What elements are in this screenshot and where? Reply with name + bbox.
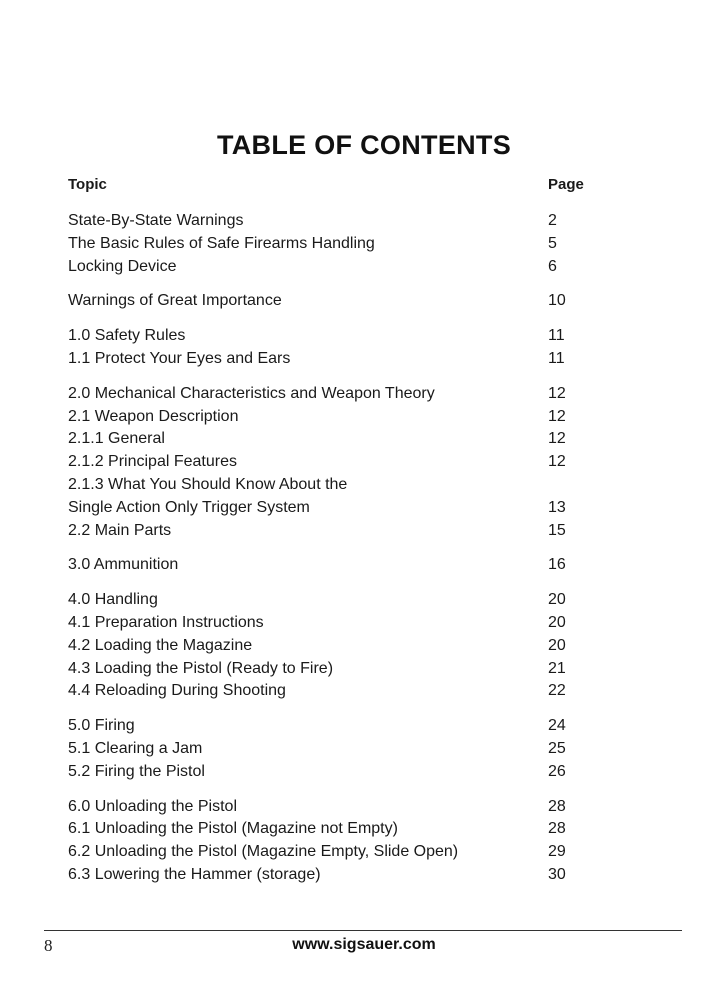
toc-entry [68, 554, 608, 577]
toc-entry-page: 24 [548, 717, 566, 735]
toc-entry-page: 16 [548, 556, 566, 574]
toc-entry-page: 2 [548, 212, 557, 229]
toc-entry [68, 210, 608, 233]
toc-entry-page: 21 [548, 659, 566, 677]
toc-entry-label: 4.1 Preparation Instructions [68, 613, 264, 631]
toc-entry [68, 520, 608, 543]
toc-entry-page: 12 [548, 453, 566, 471]
toc-entry-label: 4.3 Loading the Pistol (Ready to Fire) [68, 659, 334, 677]
toc-entry-page: 20 [548, 613, 566, 631]
toc-entry [68, 796, 608, 819]
toc-header [68, 176, 608, 198]
toc-entry [68, 451, 608, 474]
toc-entry [68, 474, 608, 497]
toc-group [68, 383, 608, 543]
toc-entry-page: 12 [548, 430, 566, 448]
toc-entry-label: 6.3 Lowering the Hammer (storage) [68, 865, 321, 883]
toc-entry-page: 22 [548, 682, 566, 700]
toc-entries [68, 210, 608, 887]
toc-entry-page: 12 [548, 407, 566, 425]
page-title: TABLE OF CONTENTS [216, 130, 512, 160]
toc-entry [68, 761, 608, 784]
toc-entry-label: 4.2 Loading the Magazine [68, 636, 253, 654]
toc-group [68, 554, 608, 577]
toc-entry-label: 1.1 Protect Your Eyes and Ears [68, 349, 291, 367]
toc-entry [68, 589, 608, 612]
toc-entry-label: 5.2 Firing the Pistol [68, 762, 205, 780]
toc-entry-page: 5 [548, 234, 557, 252]
toc-entry-label: Warnings of Great Importance [68, 292, 282, 310]
toc-entry-label: 2.1.3 What You Should Know About the [68, 475, 348, 493]
toc-group [68, 290, 608, 313]
toc-group [68, 715, 608, 783]
toc-entry [68, 290, 608, 313]
toc-entry-page: 29 [548, 843, 566, 861]
toc-entry [68, 818, 608, 841]
toc-entry [68, 406, 608, 429]
toc-entry-page: 13 [548, 498, 566, 516]
toc-entry-label: 2.1 Weapon Description [68, 407, 239, 425]
toc-entry-page: 20 [548, 636, 566, 654]
toc-entry-label: 2.1.2 Principal Features [68, 453, 237, 471]
toc-entry-label: 2.1.1 General [68, 430, 165, 448]
toc-entry-page: 15 [548, 521, 566, 539]
toc-entry [68, 612, 608, 635]
toc-entry [68, 680, 608, 703]
footer-divider [44, 930, 682, 931]
toc-group [68, 210, 608, 278]
toc-entry-page: 28 [548, 797, 566, 815]
toc-group [68, 325, 608, 371]
toc-entry-label: Locking Device [68, 257, 177, 275]
toc-entry [68, 383, 608, 406]
toc-entry-page: 26 [548, 762, 566, 780]
toc-entry-label: The Basic Rules of Safe Firearms Handling [68, 234, 375, 252]
toc-entry-label: 4.4 Reloading During Shooting [68, 682, 286, 700]
toc-entry-label: 6.0 Unloading the Pistol [68, 797, 237, 815]
page-number: 8 [44, 936, 53, 955]
toc-entry-page: 6 [548, 257, 557, 275]
toc-entry-page: 11 [548, 327, 565, 345]
toc-entry-page: 11 [548, 349, 565, 367]
toc-entry-label: 5.1 Clearing a Jam [68, 739, 203, 757]
toc-entry-page: 20 [548, 591, 566, 609]
toc-entry [68, 658, 608, 681]
toc-entry-label: 6.2 Unloading the Pistol (Magazine Empty, Slide Open) [68, 843, 459, 861]
toc-entry [68, 715, 608, 738]
toc-entry-label: Single Action Only Trigger System [68, 498, 310, 516]
table-of-contents [68, 176, 608, 887]
toc-entry [68, 256, 608, 279]
toc-entry-page: 30 [548, 865, 566, 883]
toc-entry [68, 864, 608, 887]
toc-entry [68, 428, 608, 451]
page-column-header: Page [548, 176, 584, 193]
toc-entry [68, 233, 608, 256]
toc-entry-label: 1.0 Safety Rules [68, 327, 186, 345]
toc-entry [68, 497, 608, 520]
toc-group [68, 589, 608, 703]
toc-entry-label: 3.0 Ammunition [68, 556, 179, 574]
toc-entry-label: 2.2 Main Parts [68, 521, 172, 539]
toc-entry [68, 635, 608, 658]
toc-entry-page: 12 [548, 384, 566, 402]
toc-entry-page: 25 [548, 739, 566, 757]
toc-entry [68, 325, 608, 348]
toc-entry-page: 10 [548, 292, 566, 310]
toc-entry [68, 738, 608, 761]
topic-column-header: Topic [68, 176, 107, 193]
toc-entry-label: 4.0 Handling [68, 591, 158, 609]
toc-entry-label: 6.1 Unloading the Pistol (Magazine not Empty) [68, 820, 398, 838]
toc-entry-label: State-By-State Warnings [68, 212, 244, 229]
toc-entry [68, 348, 608, 371]
toc-entry-page: 28 [548, 820, 566, 838]
website-link: www.sigsauer.com [292, 936, 436, 953]
toc-group [68, 796, 608, 887]
toc-entry [68, 841, 608, 864]
toc-entry-label: 2.0 Mechanical Characteristics and Weapon Theory [68, 384, 435, 402]
toc-entry-label: 5.0 Firing [68, 717, 135, 735]
